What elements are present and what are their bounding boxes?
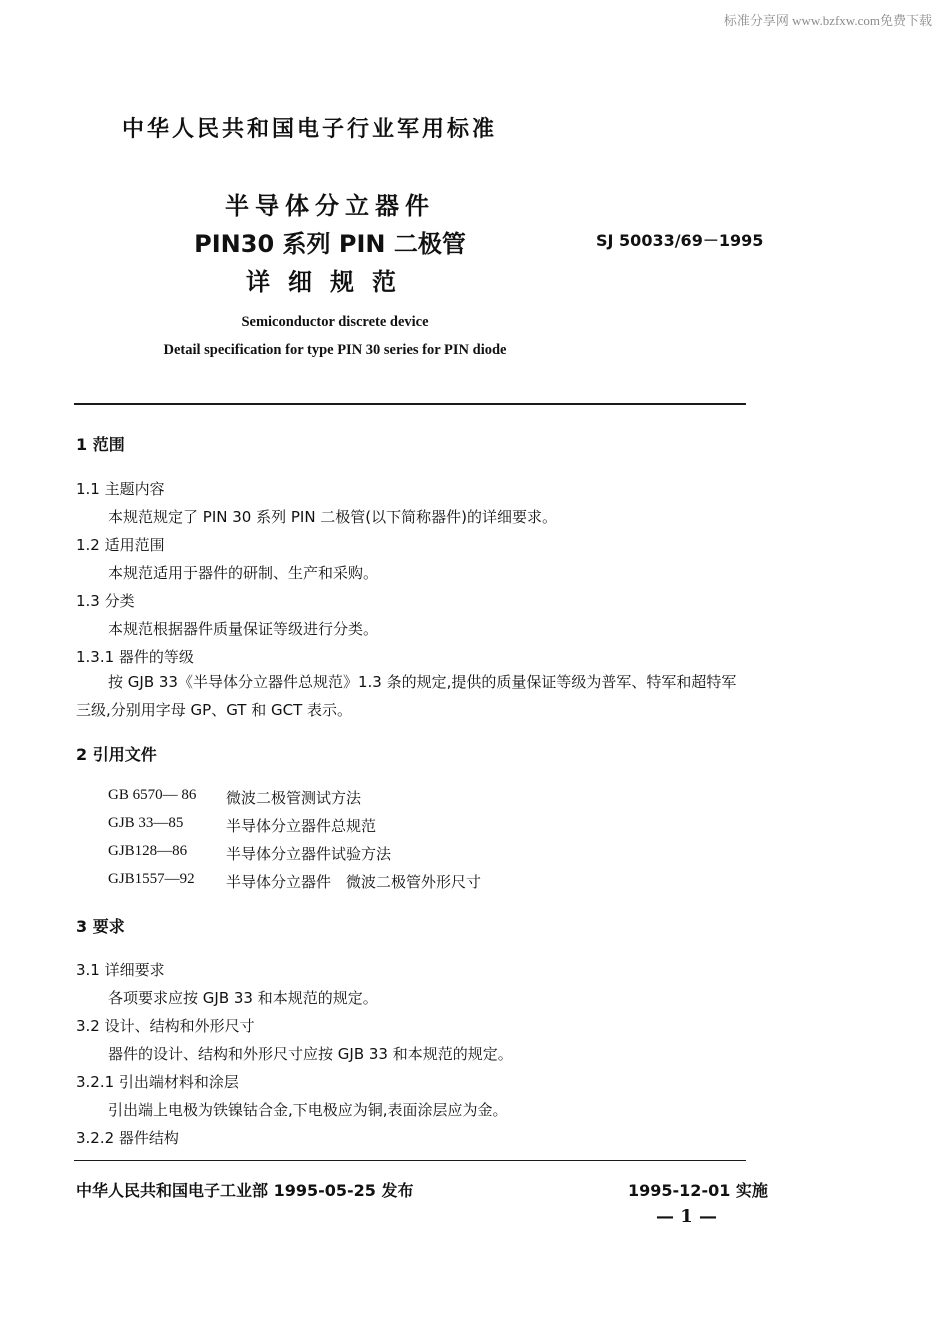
- watermark-text: 标准分享网 www.bzfxw.com免费下载: [723, 13, 932, 28]
- section-1-2-heading: 1.2 适用范围: [76, 536, 165, 554]
- reference-code: GJB1557—92: [108, 871, 195, 887]
- section-3-2-text: 器件的设计、结构和外形尺寸应按 GJB 33 和本规范的规定。: [108, 1045, 513, 1063]
- section-1-3-1-text: 按 GJB 33《半导体分立器件总规范》1.3 条的规定,提供的质量保证等级为普军、特军和超特军三级,分别用字母 GP、GT 和 GCT 表示。: [76, 673, 737, 719]
- section-2-heading: 2 引用文件: [76, 745, 157, 764]
- english-title-line2: Detail specification for type PIN 30 series for PIN diode: [163, 342, 507, 358]
- document-title-line2: PIN30 系列 PIN 二极管: [194, 230, 466, 258]
- footer-divider: [74, 1160, 746, 1161]
- section-1-heading: 1 范围: [76, 435, 125, 454]
- section-3-1-text: 各项要求应按 GJB 33 和本规范的规定。: [108, 989, 378, 1007]
- section-3-2-1-heading: 3.2.1 引出端材料和涂层: [76, 1073, 239, 1091]
- reference-code: GJB128—86: [108, 843, 188, 859]
- reference-title: 半导体分立器件试验方法: [226, 845, 392, 863]
- section-1-2-text: 本规范适用于器件的研制、生产和采购。: [108, 564, 379, 582]
- issue-statement: 中华人民共和国电子工业部 1995-05-25 发布: [76, 1181, 414, 1200]
- standard-number: SJ 50033/69－1995: [596, 231, 764, 250]
- document-title-line1: 半导体分立器件: [225, 192, 435, 220]
- section-1-3-text: 本规范根据器件质量保证等级进行分类。: [108, 620, 379, 638]
- section-1-3-1-heading: 1.3.1 器件的等级: [76, 648, 194, 666]
- header-divider: [74, 403, 746, 405]
- document-title-line3: 详细规范: [246, 268, 414, 296]
- section-3-1-heading: 3.1 详细要求: [76, 961, 165, 979]
- reference-code: GJB 33—85: [108, 815, 184, 831]
- page-number: — 1 —: [656, 1206, 718, 1227]
- reference-title: 半导体分立器件 微波二极管外形尺寸: [226, 873, 482, 891]
- section-1-1-text: 本规范规定了 PIN 30 系列 PIN 二极管(以下简称器件)的详细要求。: [108, 508, 558, 526]
- section-1-1-heading: 1.1 主题内容: [76, 480, 165, 498]
- reference-title: 微波二极管测试方法: [226, 789, 362, 807]
- section-3-2-heading: 3.2 设计、结构和外形尺寸: [76, 1017, 255, 1035]
- organization-title: 中华人民共和国电子行业军用标准: [122, 117, 498, 142]
- reference-code: GB 6570— 86: [108, 787, 197, 803]
- english-title-line1: Semiconductor discrete device: [241, 314, 429, 330]
- section-3-2-1-text: 引出端上电极为铁镍钴合金,下电极应为铜,表面涂层应为金。: [108, 1101, 508, 1119]
- reference-title: 半导体分立器件总规范: [226, 817, 377, 835]
- section-3-heading: 3 要求: [76, 917, 125, 936]
- effective-date: 1995-12-01 实施: [628, 1181, 768, 1200]
- section-3-2-2-heading: 3.2.2 器件结构: [76, 1129, 179, 1147]
- section-1-3-heading: 1.3 分类: [76, 592, 135, 610]
